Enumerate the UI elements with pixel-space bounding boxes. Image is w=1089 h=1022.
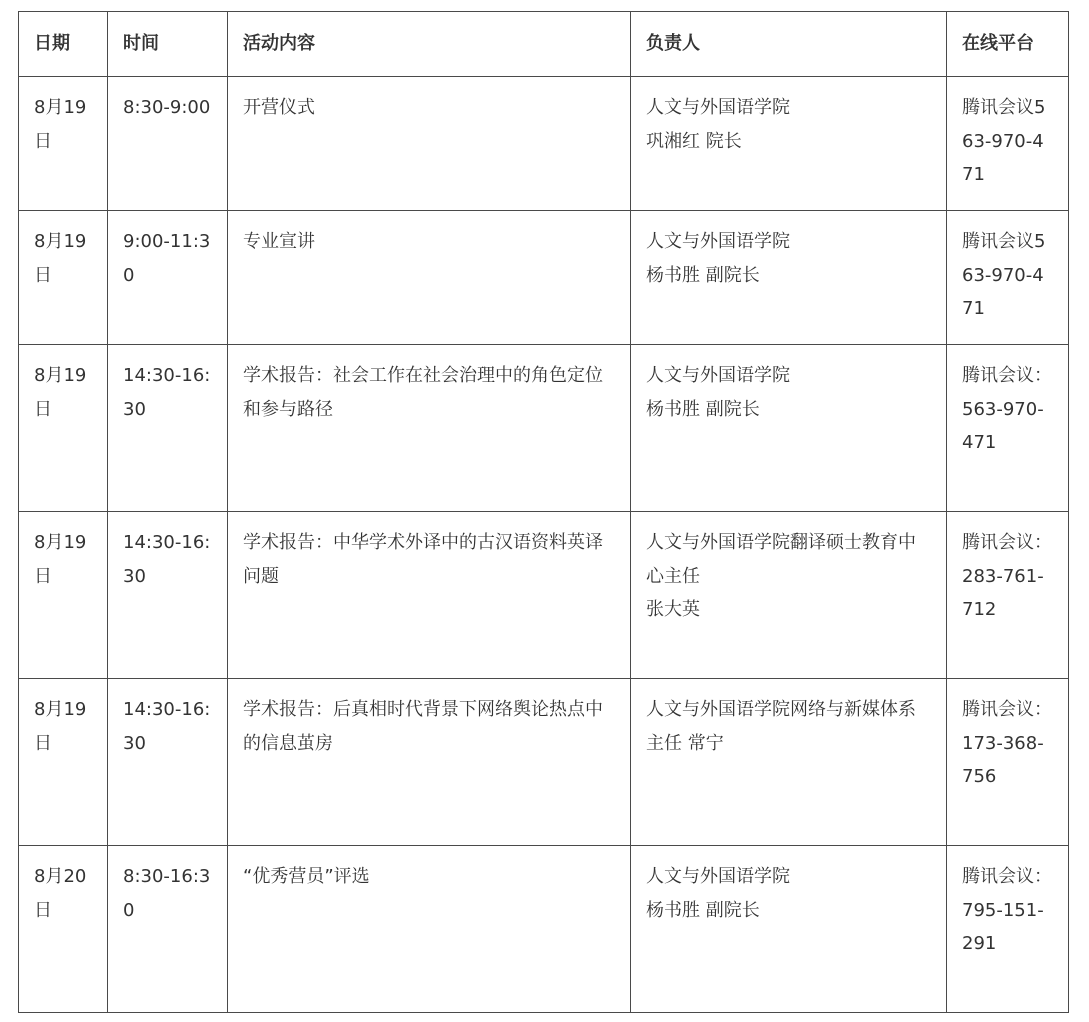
person-line: 人文与外国语学院 [646,231,790,252]
header-platform: 在线平台 [947,12,1069,77]
cell-content: 学术报告：社会工作在社会治理中的角色定位和参与路径 [228,345,631,512]
person-line: 人文与外国语学院翻译硕士教育中心主任 [646,532,916,587]
cell-content: 学术报告：后真相时代背景下网络舆论热点中的信息茧房 [228,679,631,846]
cell-time: 14:30-16:30 [108,512,228,679]
table-row [19,512,1069,679]
table-row [19,345,1069,512]
cell-platform: 腾讯会议：173-368-756 [947,679,1069,846]
person-line: 人文与外国语学院 [646,97,790,118]
cell-date: 8月19日 [19,679,108,846]
cell-person [631,846,947,1013]
cell-content: “优秀营员”评选 [228,846,631,1013]
activity-schedule-table [18,11,1069,1013]
cell-person [631,211,947,345]
header-person: 负责人 [631,12,947,77]
cell-time: 8:30-9:00 [108,77,228,211]
cell-date: 8月19日 [19,512,108,679]
cell-platform: 腾讯会议563-970-471 [947,211,1069,345]
table-row [19,211,1069,345]
header-time: 时间 [108,12,228,77]
table-row [19,77,1069,211]
cell-platform: 腾讯会议：283-761-712 [947,512,1069,679]
person-line: 人文与外国语学院 [646,866,790,887]
table-header-row [19,12,1069,77]
cell-platform: 腾讯会议563-970-471 [947,77,1069,211]
cell-time: 9:00-11:30 [108,211,228,345]
person-line: 张大英 [646,599,700,620]
table-row [19,679,1069,846]
cell-time: 14:30-16:30 [108,345,228,512]
cell-date: 8月19日 [19,345,108,512]
cell-person [631,345,947,512]
cell-person [631,679,947,846]
cell-platform: 腾讯会议：795-151-291 [947,846,1069,1013]
person-line: 人文与外国语学院网络与新媒体系主任 常宁 [646,699,916,754]
header-date: 日期 [19,12,108,77]
cell-content: 专业宣讲 [228,211,631,345]
cell-person [631,77,947,211]
person-line: 人文与外国语学院 [646,365,790,386]
person-line: 杨书胜 副院长 [646,899,760,921]
person-line: 杨书胜 副院长 [646,264,760,286]
cell-date: 8月19日 [19,77,108,211]
cell-content: 学术报告：中华学术外译中的古汉语资料英译问题 [228,512,631,679]
person-line: 巩湘红 院长 [646,130,742,152]
person-line: 杨书胜 副院长 [646,398,760,420]
header-content: 活动内容 [228,12,631,77]
cell-content: 开营仪式 [228,77,631,211]
cell-date: 8月20日 [19,846,108,1013]
cell-platform: 腾讯会议：563-970-471 [947,345,1069,512]
cell-time: 8:30-16:30 [108,846,228,1013]
cell-time: 14:30-16:30 [108,679,228,846]
table-row [19,846,1069,1013]
cell-person [631,512,947,679]
cell-date: 8月19日 [19,211,108,345]
